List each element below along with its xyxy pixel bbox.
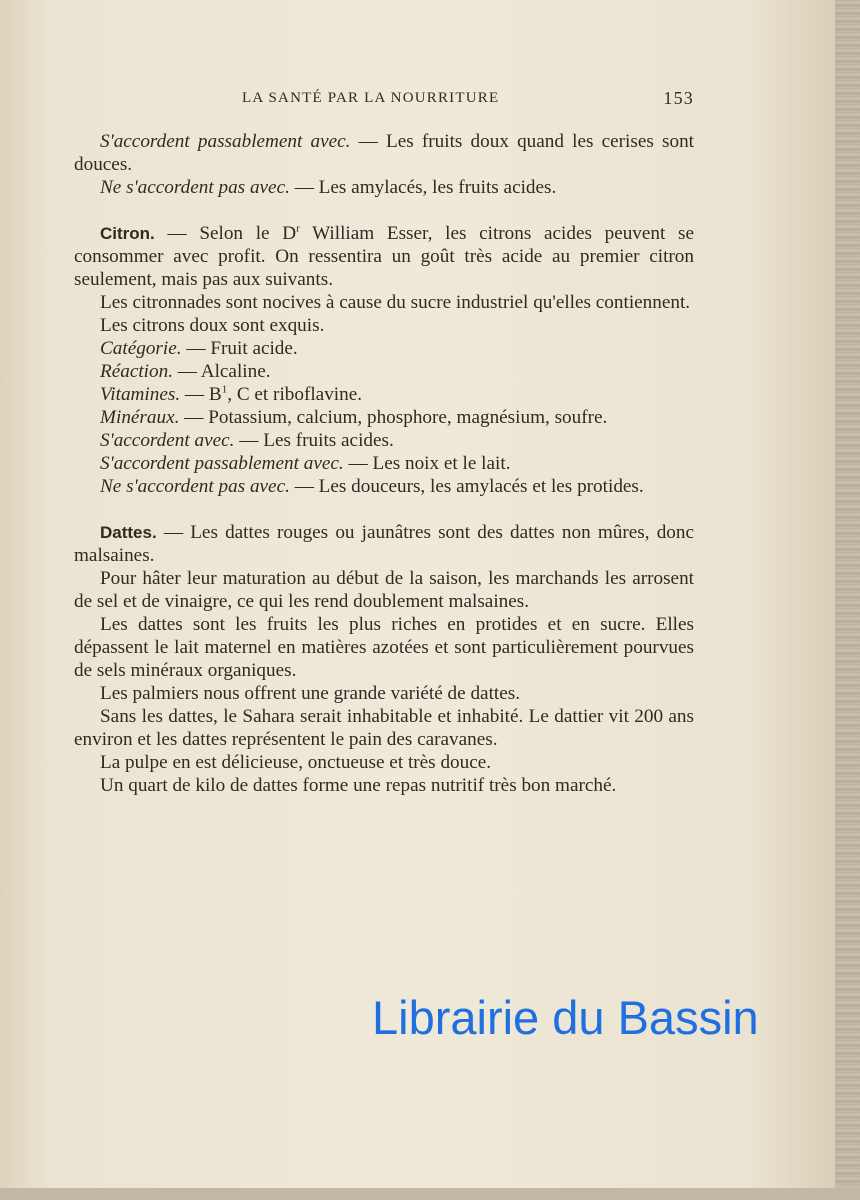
paragraph-text: , C et riboflavine. [227, 384, 363, 405]
paragraph-text: — Les fruits acides. [234, 430, 394, 451]
paragraph-text: — B [180, 384, 222, 405]
entry-heading-citron: Citron. [100, 224, 155, 243]
page-content [74, 86, 694, 797]
paragraph: La pulpe en est délicieuse, onctueuse et très douce. [100, 752, 492, 773]
paragraph [74, 337, 694, 360]
paragraph-text: — Les douceurs, les amylacés et les protides. [289, 476, 644, 497]
italic-label: Réaction. [100, 361, 173, 382]
paragraph [74, 176, 694, 199]
paragraph: Sans les dattes, le Sahara serait inhabitable et inhabité. Le dattier vit 200 ans environ et les dattes représentent le pain des caravanes. [74, 706, 694, 750]
paragraph-text: — Fruit acide. [181, 338, 298, 359]
paragraph: Les dattes sont les fruits les plus riches en protides et en sucre. Elles dépassent le lait maternel en matières azotées et sont particulièrement pourvues de sels minéraux organiques. [74, 614, 694, 681]
italic-label: S'accordent passablement avec. [100, 131, 351, 152]
italic-label: S'accordent passablement avec. [100, 453, 344, 474]
paragraph-text: — Les fruits doux quand les cerises sont douces. [74, 131, 694, 175]
paragraph-text: — Les dattes rouges ou jaunâtres sont des dattes non mûres, donc malsaines. [74, 522, 694, 566]
italic-label: Ne s'accordent pas avec. [100, 476, 290, 497]
paragraph: Les citronnades sont nocives à cause du sucre industriel qu'elles contiennent. [100, 292, 691, 313]
running-title: LA SANTÉ PAR LA NOURRITURE [242, 90, 500, 106]
paragraph [74, 383, 694, 406]
paragraph [74, 360, 694, 383]
paragraph [74, 475, 694, 498]
page-edge [835, 0, 860, 1200]
paragraph: Pour hâter leur maturation au début de la saison, les marchands les arrosent de sel et de vinaigre, ce qui les rend doublement malsaines. [74, 568, 694, 612]
page-bottom-edge [0, 1188, 860, 1200]
running-header [74, 86, 694, 112]
citron-entry [74, 222, 694, 291]
italic-label: Catégorie. [100, 338, 182, 359]
paragraph-text: — Les noix et le lait. [343, 453, 511, 474]
paragraph-text: — Potassium, calcium, phosphore, magnésium, soufre. [179, 407, 608, 428]
page-number: 153 [663, 88, 694, 108]
paragraph: Les palmiers nous offrent une grande variété de dattes. [100, 683, 521, 704]
paragraph [74, 406, 694, 429]
paragraph [74, 452, 694, 475]
paragraph [74, 130, 694, 176]
italic-label: S'accordent avec. [100, 430, 235, 451]
italic-label: Ne s'accordent pas avec. [100, 177, 290, 198]
dattes-entry [74, 521, 694, 567]
paragraph-text: William Esser, les citrons acides peuvent se consommer avec profit. On ressentira un goût très acide au premier citron seulement, mais pas aux suivants. [74, 223, 694, 290]
paragraph-text: — Selon le D [154, 223, 297, 244]
paragraph [74, 429, 694, 452]
italic-label: Vitamines. [100, 384, 181, 405]
superscript: 1 [221, 383, 228, 396]
paragraph-text: — Les amylacés, les fruits acides. [289, 177, 557, 198]
body-text [74, 130, 694, 797]
entry-heading-dattes: Dattes. [100, 523, 157, 542]
watermark-text: Librairie du Bassin [372, 991, 759, 1044]
paragraph: Les citrons doux sont exquis. [100, 315, 325, 336]
italic-label: Minéraux. [100, 407, 180, 428]
paragraph-text: — Alcaline. [173, 361, 271, 382]
superscript: r [296, 222, 300, 235]
paragraph: Un quart de kilo de dattes forme une repas nutritif très bon marché. [100, 775, 617, 796]
